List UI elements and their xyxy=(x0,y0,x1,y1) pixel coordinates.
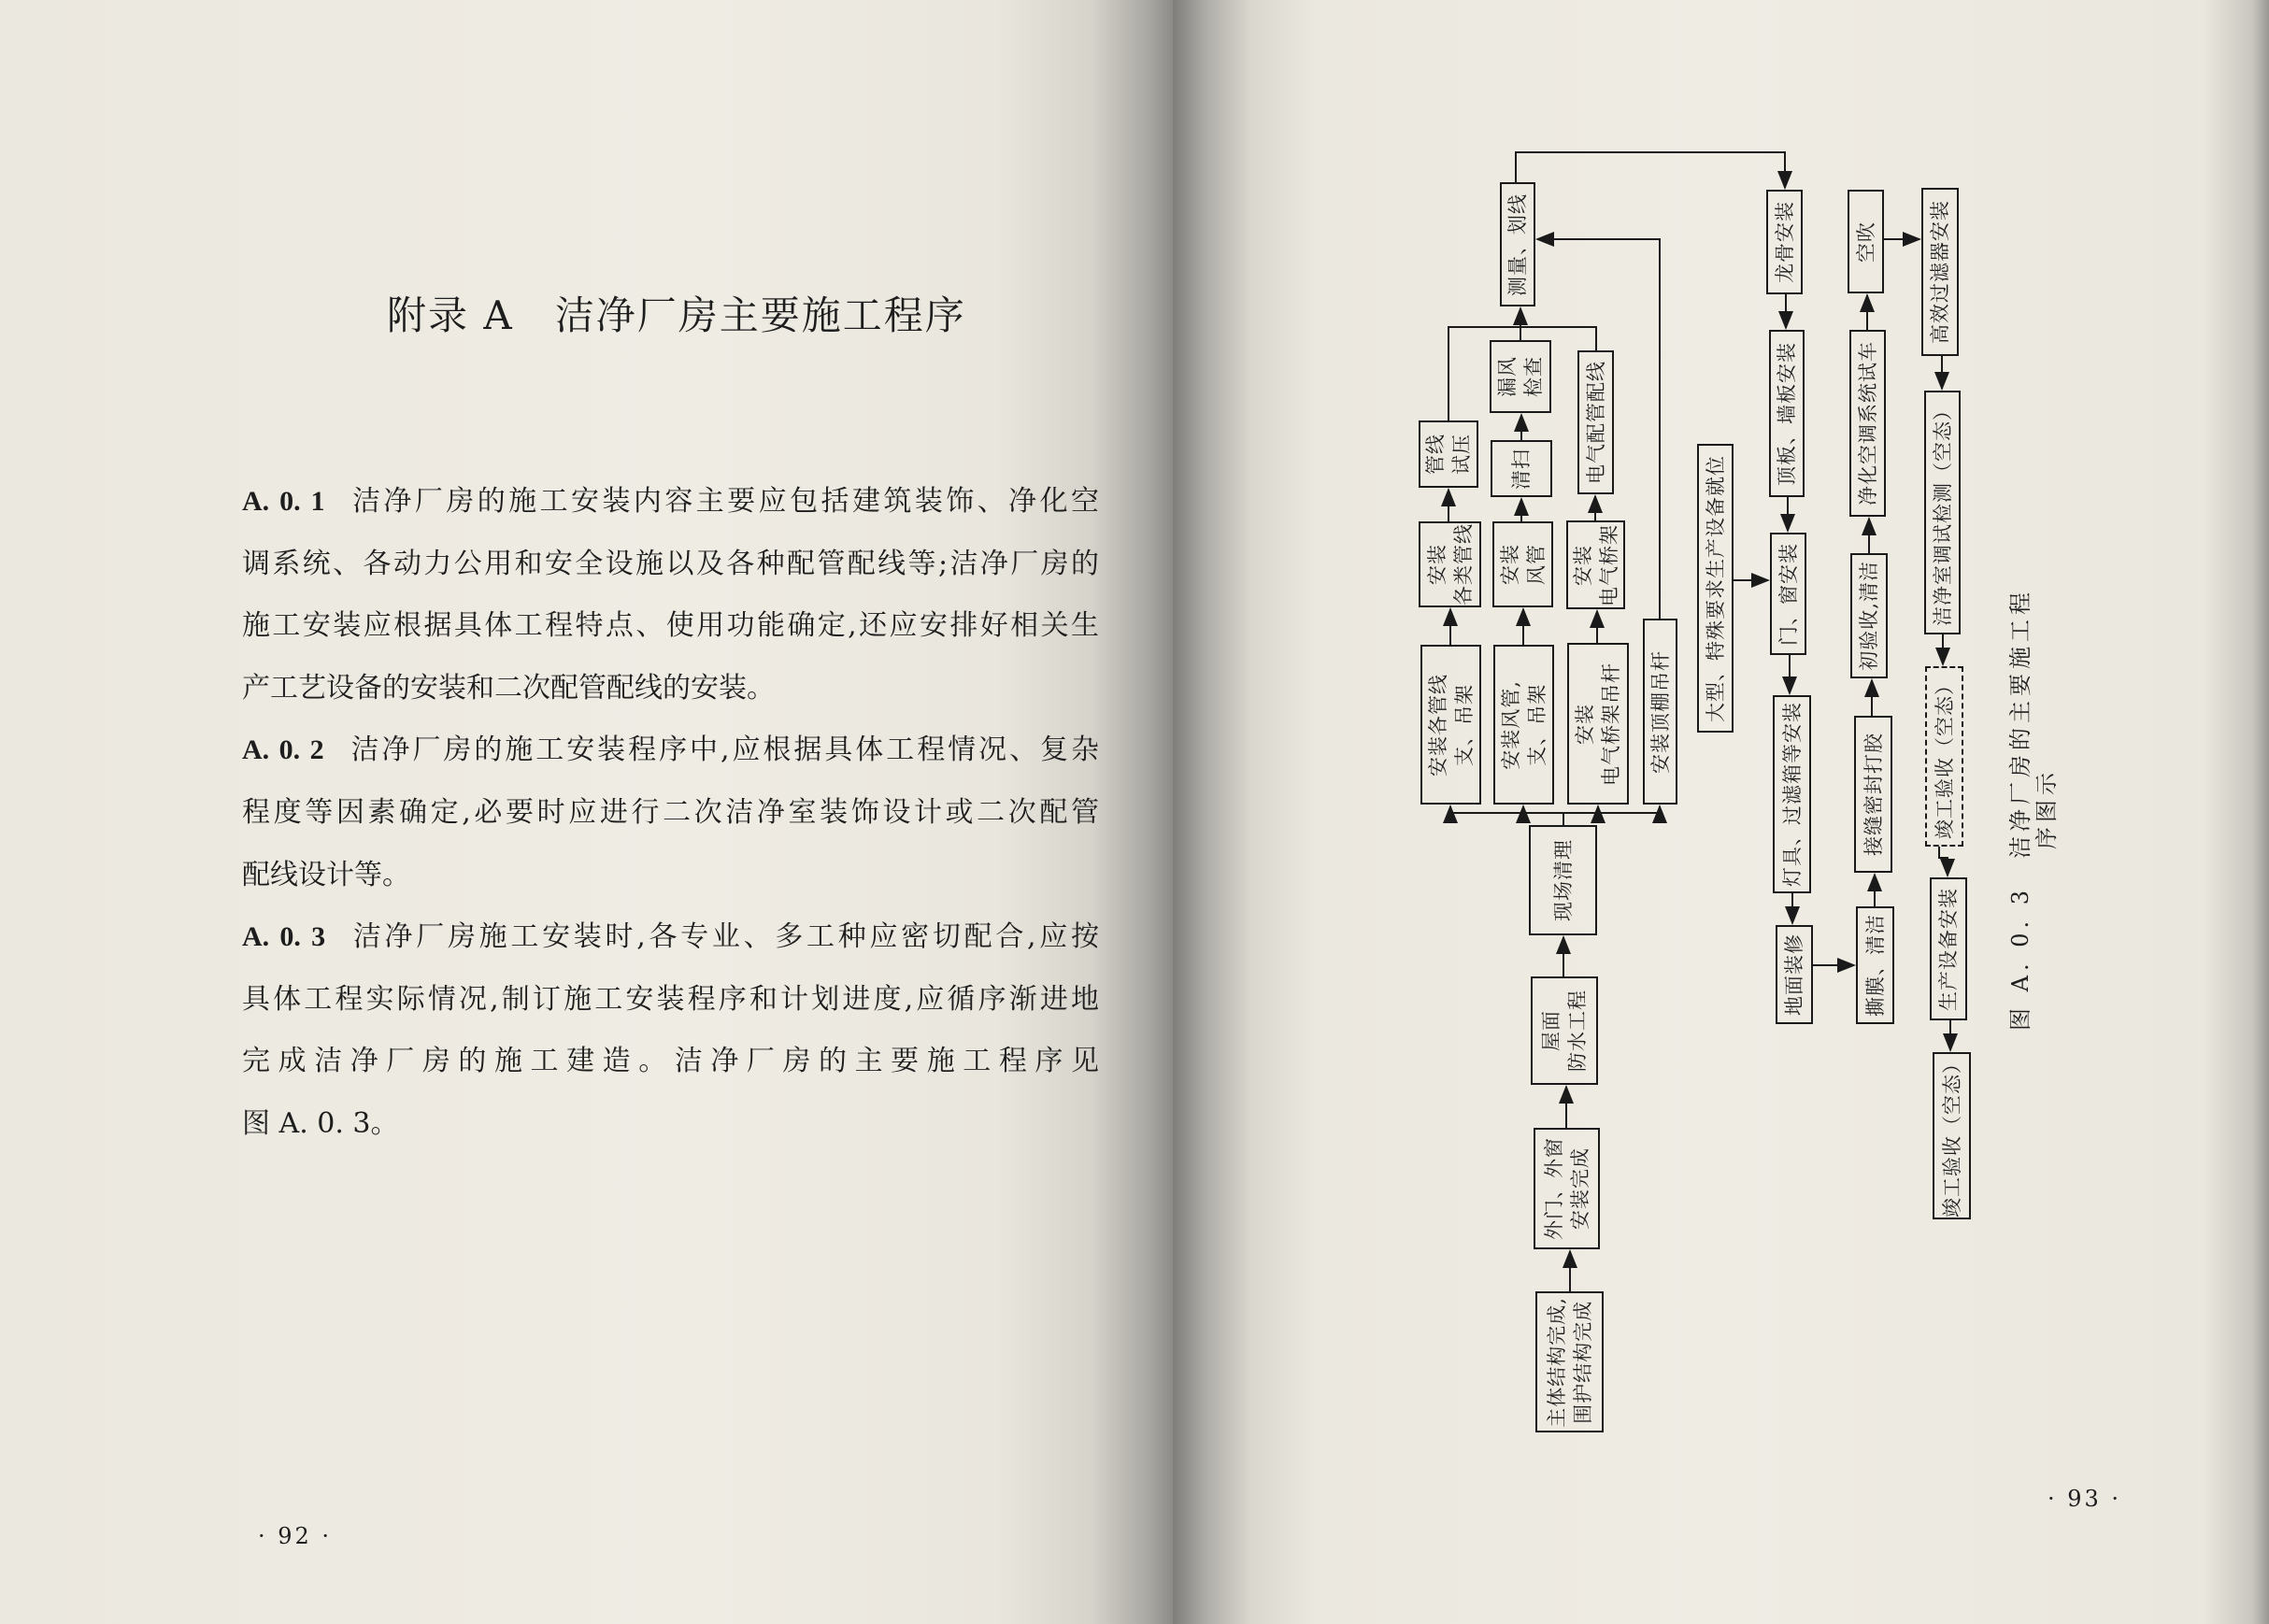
box-install-trays: 安装 电气桥架 xyxy=(1566,520,1625,609)
text-line: 配线设计等。 xyxy=(242,858,410,891)
box-completion-acceptance: 竣工验收（空态） xyxy=(1933,1052,1971,1219)
box-completion-acceptance-dashed: 竣工验收（空态） xyxy=(1925,666,1963,847)
box-duct-supports: 安装风管, 支、吊架 xyxy=(1493,645,1554,805)
box-cleanroom-test: 洁净室调试检测（空态） xyxy=(1924,391,1961,634)
text-line: 完成洁净厂房的施工建造。洁净厂房的主要施工程序见 xyxy=(242,1045,1099,1078)
box-lights-filters: 灯具、过滤箱等安装 xyxy=(1773,695,1811,893)
box-doors-windows: 门、窗安装 xyxy=(1770,533,1806,655)
box-floor-finishing: 地面装修 xyxy=(1776,925,1813,1024)
box-survey-marking: 测量、划线 xyxy=(1500,182,1535,306)
text-line: A. 0. 1 洁净厂房的施工安装内容主要应包括建筑装饰、净化空 xyxy=(242,485,1100,518)
text-line: 施工安装应根据具体工程特点、使用功能确定,还应安排好相关生 xyxy=(242,609,1099,643)
box-initial-acceptance: 初验收,清洁 xyxy=(1850,553,1888,678)
clause-number: A. 0. 1 xyxy=(242,486,325,517)
box-seal-glue: 接缝密封打胶 xyxy=(1854,716,1892,873)
box-install-pipes: 安装 各类管线 xyxy=(1419,521,1481,607)
box-production-equipment: 生产设备安装 xyxy=(1930,877,1967,1020)
box-peel-clean: 撕膜、清洁 xyxy=(1856,906,1894,1024)
box-ceiling-hangers: 安装顶棚吊杆 xyxy=(1643,619,1677,805)
text-line: 调系统、各动力公用和安全设施以及各种配管配线等;洁净厂房的 xyxy=(242,547,1099,580)
box-hepa-install: 高效过滤器安装 xyxy=(1921,188,1959,356)
text-line: A. 0. 3 洁净厂房施工安装时,各专业、多工种应密切配合,应按 xyxy=(242,920,1099,954)
box-roof-waterproofing: 屋面 防水工程 xyxy=(1531,976,1598,1085)
box-air-blow: 空吹 xyxy=(1848,190,1884,293)
figure-caption: 图 A. 0. 3 洁净厂房的主要施工程序图示 xyxy=(2007,588,2060,1032)
box-leak-check: 漏风 检查 xyxy=(1490,340,1551,413)
page-number-left: · 92 · xyxy=(258,1523,333,1549)
text-line: 产工艺设备的安装和二次配管配线的安装。 xyxy=(242,671,775,705)
box-hvac-trial: 净化空调系统试车 xyxy=(1849,330,1886,517)
box-panels-install: 顶板、墙板安装 xyxy=(1769,330,1805,497)
page-number-right: · 93 · xyxy=(2048,1486,2122,1512)
clause-number: A. 0. 2 xyxy=(242,734,324,766)
box-electrical-wiring: 电气配管配线 xyxy=(1577,350,1614,494)
text-line: 程度等因素确定,必要时应进行二次洁净室装饰设计或二次配管 xyxy=(242,795,1099,829)
box-site-cleanup: 现场清理 xyxy=(1529,825,1597,935)
box-equipment-placement: 大型、特殊要求生产设备就位 xyxy=(1697,444,1734,733)
box-pipe-supports: 安装各管线 支、吊架 xyxy=(1420,645,1481,805)
box-install-ducts: 安装 风管 xyxy=(1492,521,1553,607)
text-line: 具体工程实际情况,制订施工安装程序和计划进度,应循序渐进地 xyxy=(242,982,1099,1016)
appendix-label: 附录 A xyxy=(387,292,514,338)
text-line: 图 A. 0. 3。 xyxy=(242,1106,399,1140)
box-exterior-doors-windows: 外门、外窗 安装完成 xyxy=(1534,1128,1600,1249)
appendix-heading: 洁净厂房主要施工程序 xyxy=(554,292,966,338)
box-keel-install: 龙骨安装 xyxy=(1766,190,1803,294)
box-main-structure-complete: 主体结构完成, 围护结构完成 xyxy=(1535,1291,1604,1432)
box-pipe-pressure-test: 管线 试压 xyxy=(1419,420,1478,488)
box-sweep: 清扫 xyxy=(1491,440,1552,497)
box-tray-hangers: 安装 电气桥架吊杆 xyxy=(1567,643,1629,805)
text-line: A. 0. 2 洁净厂房的施工安装程序中,应根据具体工程情况、复杂 xyxy=(242,734,1099,767)
clause-number: A. 0. 3 xyxy=(242,921,326,953)
